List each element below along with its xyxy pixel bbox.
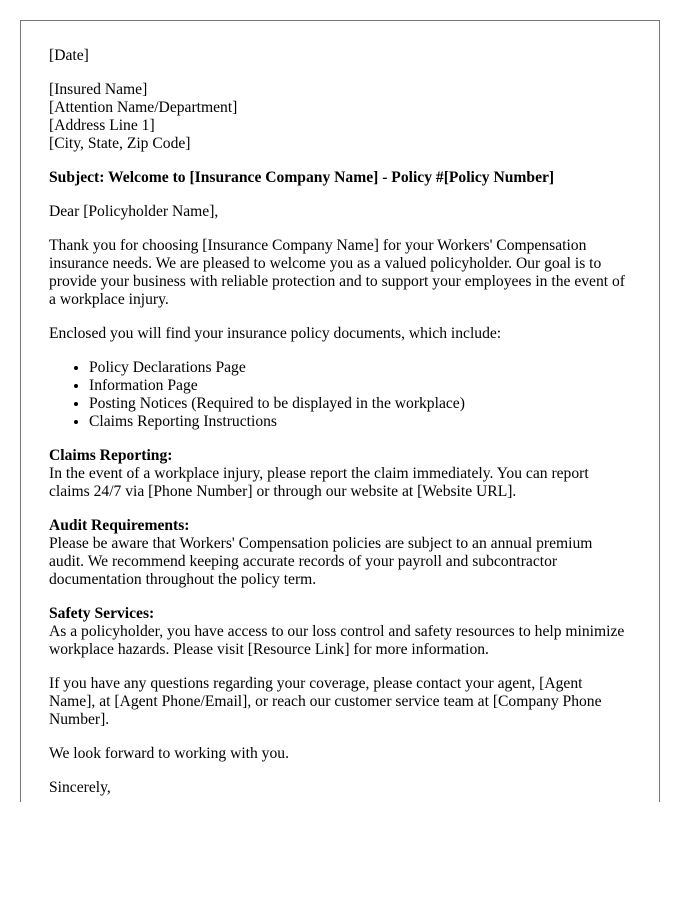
signoff: Sincerely, [49,779,111,796]
letter-date: [Date] [49,47,89,64]
list-item: • Posting Notices (Required to be displayed in the workplace) [89,395,631,413]
closing-line: We look forward to working with you. [49,745,289,762]
section-body: Please be aware that Workers' Compensation policies are subject to an annual premium audit. We recommend keeping accurate records of your payroll and subcontractor documentation throughout the policy term. [49,535,593,588]
section-heading: Audit Requirements: [49,517,190,534]
list-item: • Policy Declarations Page [89,359,631,377]
letter-page [20,20,660,802]
section-claims-reporting [49,447,631,501]
salutation: Dear [Policyholder Name], [49,203,219,220]
section-body: In the event of a workplace injury, please report the claim immediately. You can report claims 24/7 via [Phone Number] or through our website at [Website URL]. [49,465,589,500]
section-heading: Claims Reporting: [49,447,173,464]
enclosures-list [49,359,631,431]
section-heading: Safety Services: [49,605,155,622]
list-item: • Information Page [89,377,631,395]
section-safety-services [49,605,631,659]
address-insured-name: [Insured Name] [49,81,148,98]
address-attention: [Attention Name/Department] [49,99,238,116]
list-item: • Claims Reporting Instructions [89,413,631,431]
recipient-address [49,81,631,153]
address-line-1: [Address Line 1] [49,117,155,134]
letter-subject: Subject: Welcome to [Insurance Company Name] - Policy #[Policy Number] [49,169,555,186]
section-audit-requirements [49,517,631,589]
enclosed-intro: Enclosed you will find your insurance policy documents, which include: [49,325,502,342]
section-body: As a policyholder, you have access to our loss control and safety resources to help minimize workplace hazards. Please visit [Resource Link] for more information. [49,623,625,658]
intro-paragraph: Thank you for choosing [Insurance Company Name] for your Workers' Compensation insurance needs. We are pleased to welcome you as a valued policyholder. Our goal is to provide your business with reliable protection and to support your employees in the event of a workplace injury. [49,237,625,308]
address-city-state-zip: [City, State, Zip Code] [49,135,191,152]
contact-paragraph: If you have any questions regarding your coverage, please contact your agent, [Agent Name], at [Agent Phone/Email], or reach our customer service team at [Company Phone Number]. [49,675,602,728]
